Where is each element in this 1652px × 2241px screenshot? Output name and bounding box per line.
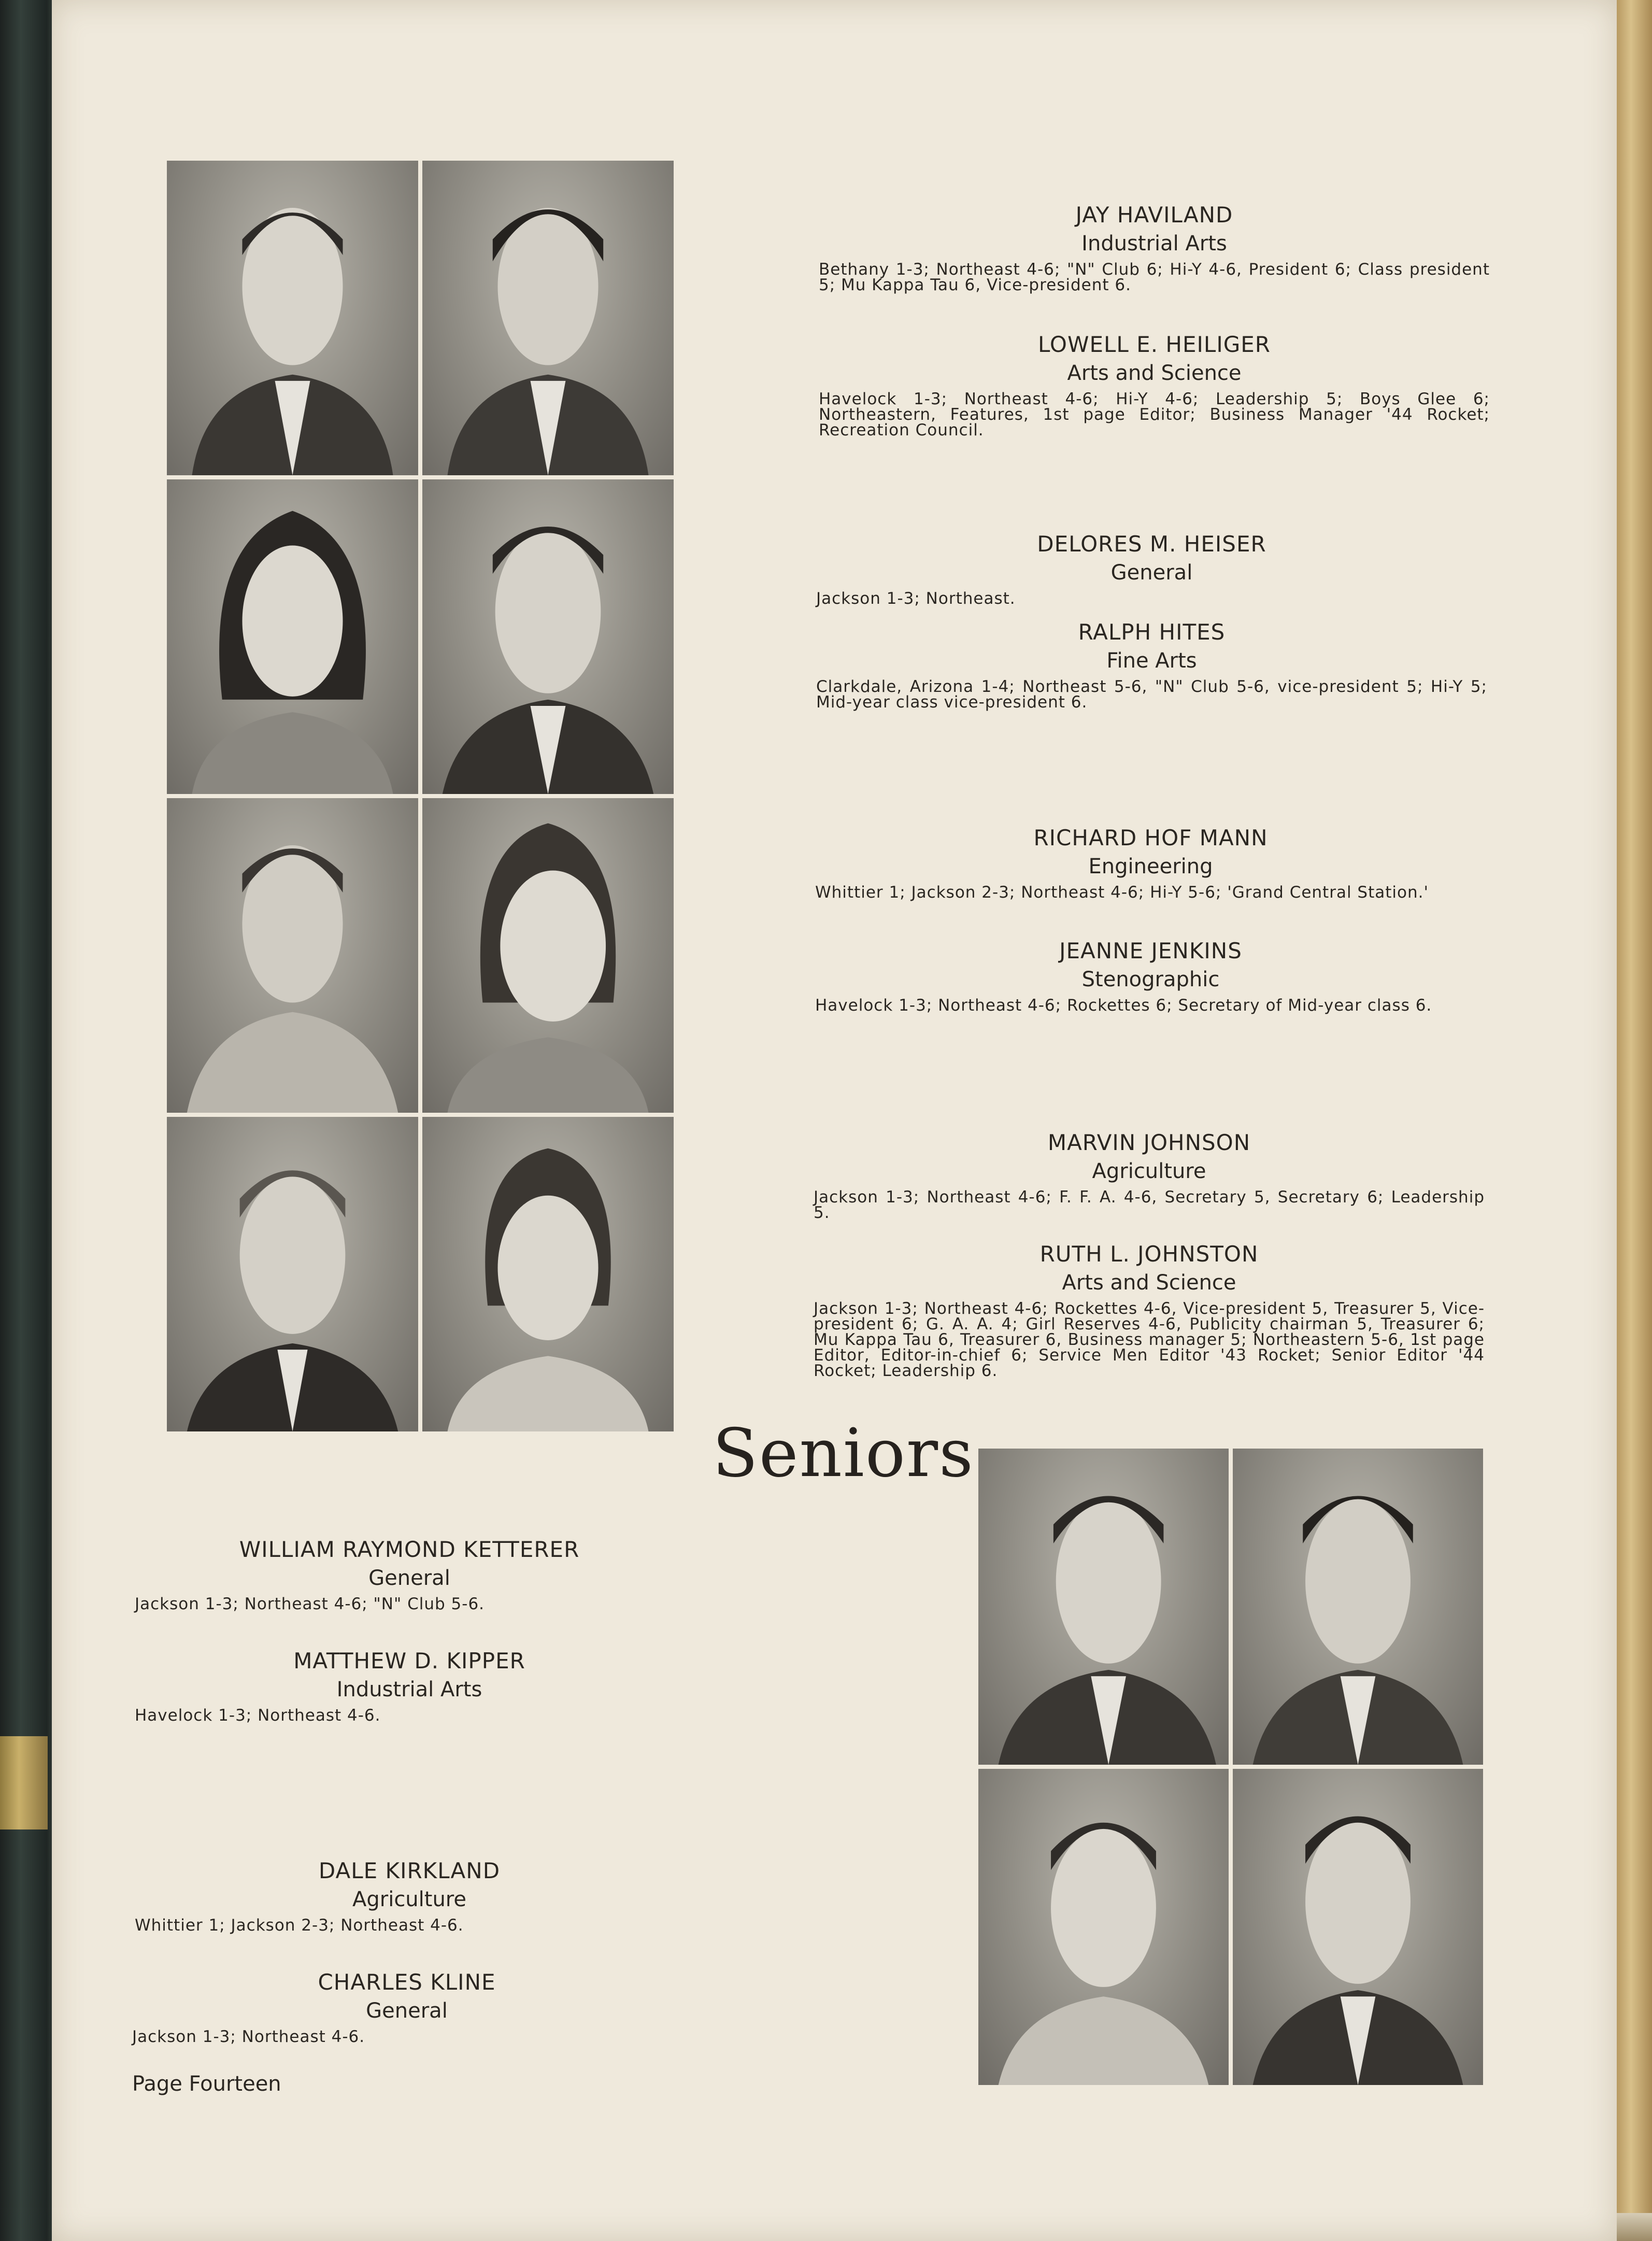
student-name: DELORES M. HEISER: [1037, 531, 1266, 557]
student-name: CHARLES KLINE: [318, 1969, 496, 1995]
student-course: General: [1110, 561, 1193, 585]
portrait-photo: [167, 479, 418, 794]
student-name: JAY HAVILAND: [1075, 202, 1233, 228]
portrait-photo: [167, 1117, 418, 1431]
student-entry: [814, 1130, 1485, 1221]
student-activities: Jackson 1-3; Northeast 4-6.: [132, 2027, 365, 2046]
student-activities: Whittier 1; Jackson 2-3; Northeast 4-6.: [135, 1916, 464, 1935]
student-course: General: [366, 1999, 448, 2023]
student-course: Stenographic: [1081, 968, 1220, 991]
photo-grid-left: [167, 161, 674, 1431]
student-entry: [135, 1537, 684, 1612]
page-number: Page Fourteen: [132, 2072, 281, 2096]
student-name: WILLIAM RAYMOND KETTERER: [239, 1537, 580, 1562]
portrait-photo: [167, 798, 418, 1113]
portrait-photo: [167, 161, 418, 475]
portrait-photo: [1233, 1449, 1483, 1765]
student-activities: Jackson 1-3; Northeast 4-6; Rockettes 4-6, Vice-president 5, Treasurer 5, Vice-president 6; G. A. A. 4; Girl Reserves 4-6, Publicity chairman 5, Treasurer 6; Mu Kappa Tau 6, Treasurer 6, Business manager 5; Northeastern 5-6, 1st page Editor, Editor-in-chief 6; Service Men Editor '43 Rocket; Senior Editor '44 Rocket; Leadership 6.: [814, 1299, 1485, 1380]
student-activities: Jackson 1-3; Northeast.: [816, 589, 1016, 608]
student-activities: Havelock 1-3; Northeast 4-6; Rockettes 6; Secretary of Mid-year class 6.: [815, 996, 1432, 1015]
student-entry: [819, 332, 1490, 438]
student-name: MARVIN JOHNSON: [1047, 1130, 1251, 1155]
student-entry: [815, 938, 1486, 1013]
student-course: Engineering: [1088, 855, 1213, 878]
student-name: MATTHEW D. KIPPER: [293, 1648, 525, 1673]
portrait-photo: [422, 161, 674, 475]
student-entry: [816, 531, 1487, 606]
student-entry: [135, 1648, 684, 1723]
student-activities: Jackson 1-3; Northeast 4-6; "N" Club 5-6.: [135, 1595, 485, 1613]
student-name: JEANNE JENKINS: [1059, 938, 1242, 963]
student-activities: Whittier 1; Jackson 2-3; Northeast 4-6; Hi-Y 5-6; 'Grand Central Station.': [815, 883, 1429, 902]
portrait-photo: [978, 1449, 1229, 1765]
student-entry: [816, 619, 1487, 710]
portrait-photo: [422, 479, 674, 794]
student-name: RALPH HITES: [1078, 619, 1226, 645]
student-course: Agriculture: [352, 1888, 466, 1911]
student-entry: [815, 825, 1486, 900]
student-activities: Havelock 1-3; Northeast 4-6; Hi-Y 4-6; Leadership 5; Boys Glee 6; Northeastern, Features, 1st page Editor; Business Manager '44 Rocket; Recreation Council.: [819, 390, 1490, 439]
student-course: Fine Arts: [1106, 649, 1197, 673]
student-name: LOWELL E. HEILIGER: [1038, 332, 1271, 357]
photo-grid-right: [978, 1449, 1483, 2085]
student-entry: [132, 1969, 681, 2045]
student-entry: [819, 202, 1490, 293]
spine-gilt: [0, 1736, 48, 1829]
student-course: Industrial Arts: [1081, 232, 1227, 256]
student-course: Industrial Arts: [336, 1678, 482, 1701]
section-title: Seniors: [713, 1415, 974, 1492]
student-entry: [814, 1241, 1485, 1379]
page-edge-right: [1617, 0, 1652, 2241]
student-activities: Clarkdale, Arizona 1-4; Northeast 5-6, "N" Club 5-6, vice-president 5; Hi-Y 5; Mid-year class vice-president 6.: [816, 677, 1487, 712]
portrait-photo: [422, 1117, 674, 1431]
student-course: Arts and Science: [1067, 361, 1242, 385]
student-course: Agriculture: [1092, 1159, 1206, 1183]
student-activities: Havelock 1-3; Northeast 4-6.: [135, 1706, 381, 1725]
student-name: RICHARD HOF MANN: [1033, 825, 1268, 850]
student-course: General: [368, 1566, 450, 1590]
student-activities: Bethany 1-3; Northeast 4-6; "N" Club 6; Hi-Y 4-6, President 6; Class president 5; Mu Kappa Tau 6, Vice-president 6.: [819, 260, 1490, 294]
portrait-photo: [1233, 1769, 1483, 2085]
student-entry: [135, 1858, 684, 1933]
student-name: DALE KIRKLAND: [318, 1858, 501, 1883]
student-activities: Jackson 1-3; Northeast 4-6; F. F. A. 4-6, Secretary 5, Secretary 6; Leadership 5.: [814, 1188, 1485, 1222]
student-course: Arts and Science: [1062, 1271, 1236, 1295]
portrait-photo: [422, 798, 674, 1113]
student-name: RUTH L. JOHNSTON: [1039, 1241, 1259, 1267]
portrait-photo: [978, 1769, 1229, 2085]
